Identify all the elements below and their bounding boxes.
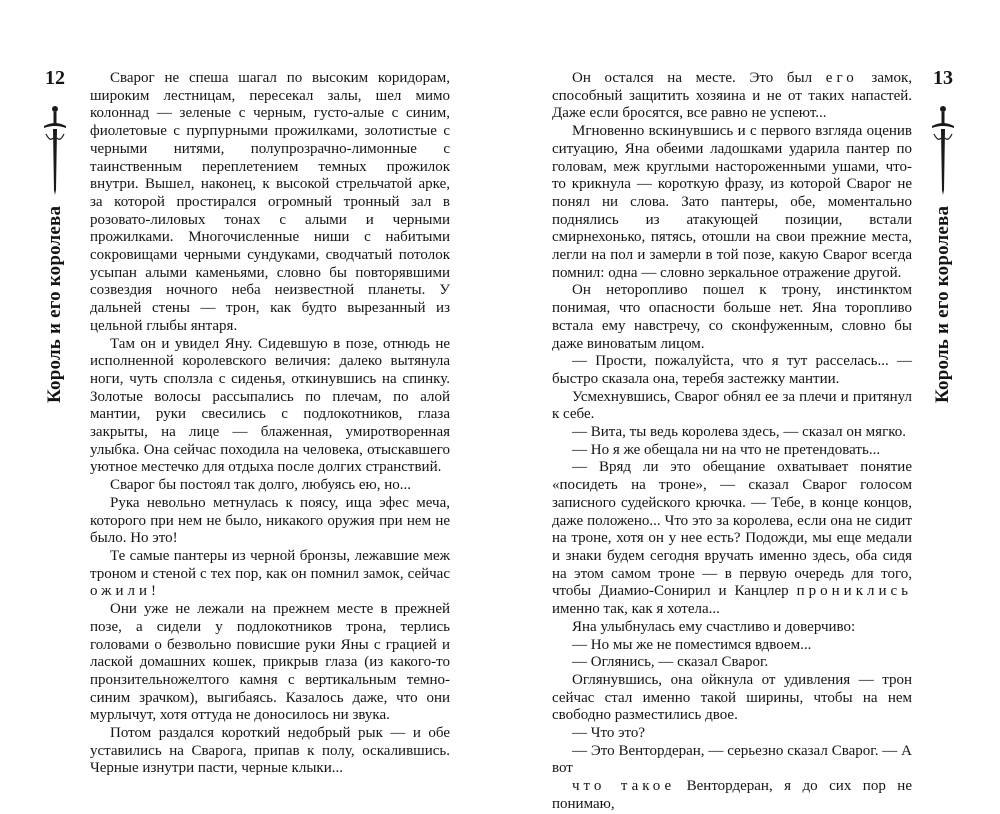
spaced-emphasis: его bbox=[825, 70, 858, 86]
paragraph-text: Вентордеран, я до сих пор не понимаю, bbox=[552, 778, 912, 812]
paragraph: — Оглянись, — сказал Сварог. bbox=[572, 654, 769, 671]
spaced-emphasis: что такое bbox=[572, 778, 676, 795]
paragraph: Там он и увидел Яну. Сидевшую в позе, отнюдь не исполненной королевского величия: далеко вытянула ноги, чуть сползла с сиденья, откинувшись на спинку. Золотые волосы рассыпались по плечам, по алой мантии, руки свесились с подлокотников, глаза закрыты, на лице — блаженная, умиротворенная улыбка. Она сейчас походила на человека, отыскавшего уютное местечко для отдыха после долгих странствий. bbox=[90, 335, 450, 476]
paragraph-text: Он остался на месте. Это был bbox=[572, 70, 813, 86]
paragraph bbox=[552, 778, 912, 813]
right-page-text bbox=[552, 70, 912, 814]
paragraph-text: замок, способный защитить хозяина и не от таких напастей. Даже если бросятся, все равно не успеют... bbox=[552, 70, 913, 122]
paragraph: Потом раздался короткий недобрый рык — и обе уставились на Сварога, припав к полу, оскалившись. Черные изнутри пасти, черные клыки... bbox=[90, 725, 450, 777]
paragraph: Сварог не спеша шагал по высоким коридорам, широким лестницам, пересекал залы, шел мимо колоннад — зеленые с черным, густо-алые с синим, фиолетовые с пурпурными прожилками, золотистые с черными нитями, полупрозрачно-лимонные с таинственным переплетением темных прожилок внутри. Вышел, наконец, к высокой стрельчатой арке, за которой простирался огромный тронный зал в розовато-лиловых тонах с алыми и черными прожилками. Многочисленные ниши с набитыми сокровищами черными сундуками, сводчатый потолок усыпан алыми каменьями, словно бы повторявшими созвездия ночного неба неизвестной планеты. У дальней стены — трон, как будто вырезанный из цельной глыбы янтаря. bbox=[90, 70, 450, 334]
paragraph-text: Те самые пантеры из черной бронзы, лежавшие меж троном и стеной с тех пор, как он помнил замок, сейчас bbox=[90, 547, 450, 582]
spaced-emphasis: прониклись bbox=[796, 583, 912, 600]
left-page-margin bbox=[38, 66, 72, 666]
paragraph: — Что это? bbox=[572, 725, 646, 742]
sword-ornament-icon bbox=[930, 104, 956, 196]
paragraph-text: именно так, как я хотела... bbox=[552, 601, 720, 618]
spaced-emphasis: ожили! bbox=[90, 583, 161, 600]
paragraph: Он неторопливо пошел к трону, инстинктом понимая, что опасности больше нет. Яна торопливо встала ему навстречу, со сконфуженным, словно бы даже виноватым лицом. bbox=[552, 282, 912, 352]
right-page-margin bbox=[926, 66, 960, 666]
paragraph: Сварог бы постоял так долго, любуясь ею, но... bbox=[110, 477, 411, 494]
paragraph bbox=[552, 459, 912, 618]
paragraph: Рука невольно метнулась к поясу, ища эфес меча, которого при нем не было, никакого оружия при нем не было. Но это! bbox=[90, 494, 450, 547]
paragraph: — Это Вентордеран, — серьезно сказал Сварог. — А вот bbox=[552, 742, 912, 777]
paragraph: — Но мы же не поместимся вдвоем... bbox=[572, 636, 812, 653]
paragraph: Они уже не лежали на прежнем месте в прежней позе, а сидели у подлокотников трона, терлись головами о безвольно повисшие руки Яны с грацией и лаской домашних кошек, прикрыв глаза (из какого-то пронзительножелтого камня с вертикальным темно-синим зрачком), выгибаясь. Казалось даже, что они мурлычут, хотя оттуда не доносилось ни звука. bbox=[90, 601, 450, 724]
paragraph bbox=[552, 70, 912, 123]
sword-ornament-icon bbox=[42, 104, 68, 196]
paragraph bbox=[90, 548, 450, 601]
paragraph: Яна улыбнулась ему счастливо и доверчиво: bbox=[572, 618, 856, 635]
left-page-text bbox=[90, 70, 450, 778]
left-running-head: Король и его королева bbox=[44, 206, 65, 404]
left-page-number: 12 bbox=[45, 67, 65, 89]
paragraph: Мгновенно вскинувшись и с первого взгляда оценив ситуацию, Яна обеими ладошками ударила пантер по головам, меж круглыми настороженными ушами, что-то крикнула — короткую фразу, из которой Сварог не понял ни слова. Зато пантеры, обе, моментально поднялись из атакующей позиции, встали смирнехонько, пятясь, отошли на свои прежние места, легли на пол и замерли в той позе, какую Сварог всегда помнил: одна — словно зеркальное отражение другой. bbox=[552, 123, 912, 281]
paragraph: — Прости, пожалуйста, что я тут расселась... — быстро сказала она, теребя застежку мантии. bbox=[552, 353, 912, 387]
paragraph: — Но я же обещала ни на что не претендовать... bbox=[572, 441, 881, 458]
paragraph-text: — Вряд ли это обещание охватывает понятие «посидеть на троне», — сказал Сварог голосом записного судейского крючка. — Тебе, в конце концов, даже положено... Что это за королева, если она не сидит на троне, хотя он у нее есть? Подожди, мы еще медали и знаки будем сегодня вручать именно здесь, оба сидя на этом самом троне — в первую очередь для того, чтобы Диамио-Сонирил и Канцлер bbox=[552, 459, 912, 600]
paragraph: — Вита, ты ведь королева здесь, — сказал он мягко. bbox=[572, 424, 906, 441]
paragraph: Усмехнувшись, Сварог обнял ее за плечи и притянул к себе. bbox=[552, 388, 912, 423]
right-running-head: Король и его королева bbox=[932, 206, 953, 404]
right-page-number: 13 bbox=[933, 67, 953, 89]
paragraph: Оглянувшись, она ойкнула от удивления — трон сейчас стал именно такой ширины, чтобы на нем свободно разместились двое. bbox=[552, 671, 912, 724]
